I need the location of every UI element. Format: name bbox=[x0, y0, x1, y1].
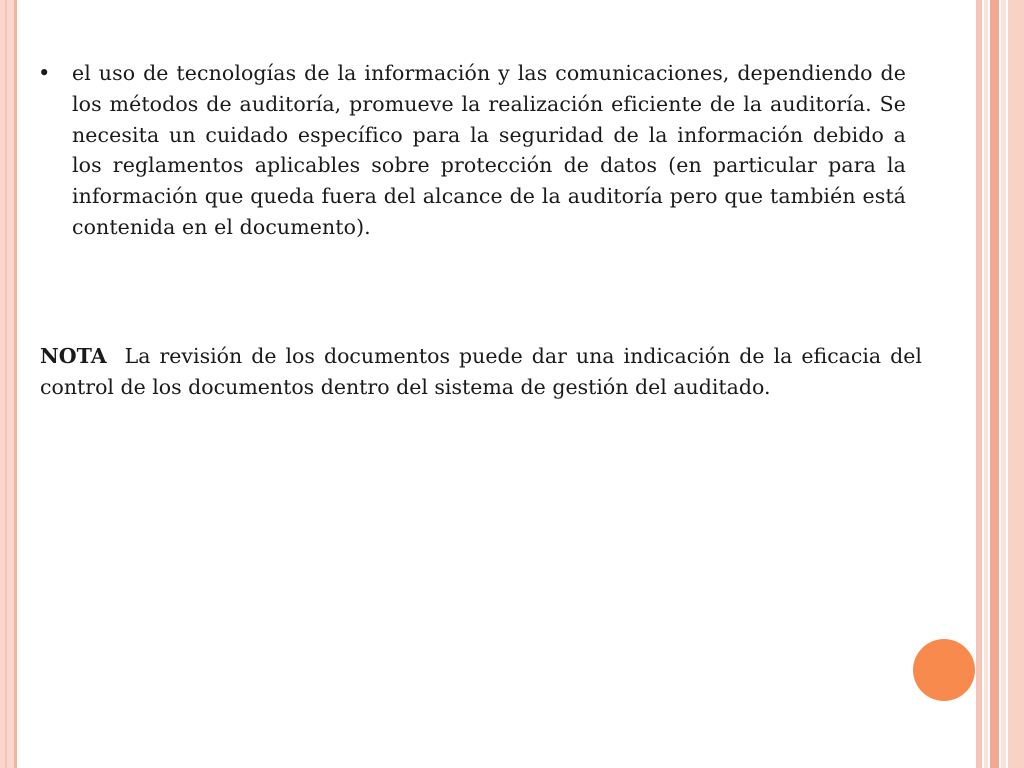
bullet-text: el uso de tecnologías de la información y las comunicaciones, dependiendo de los métodos de auditoría, promueve la realización eficiente de la auditoría. Se necesita un cuidado específico para la seguridad de la información debido a los reglamentos aplicables sobre protección de datos (en particular para la información que queda fuera del alcance de la auditoría pero que también está contenida en el documento). bbox=[72, 61, 906, 239]
bullet-item bbox=[38, 58, 906, 243]
note-text: La revisión de los documentos puede dar una indicación de la eficacia del control de los documentos dentro del sistema de gestión del auditado. bbox=[40, 344, 922, 399]
note-paragraph bbox=[40, 341, 922, 403]
note-label: NOTA bbox=[40, 344, 107, 368]
bullet-icon: • bbox=[38, 61, 51, 85]
